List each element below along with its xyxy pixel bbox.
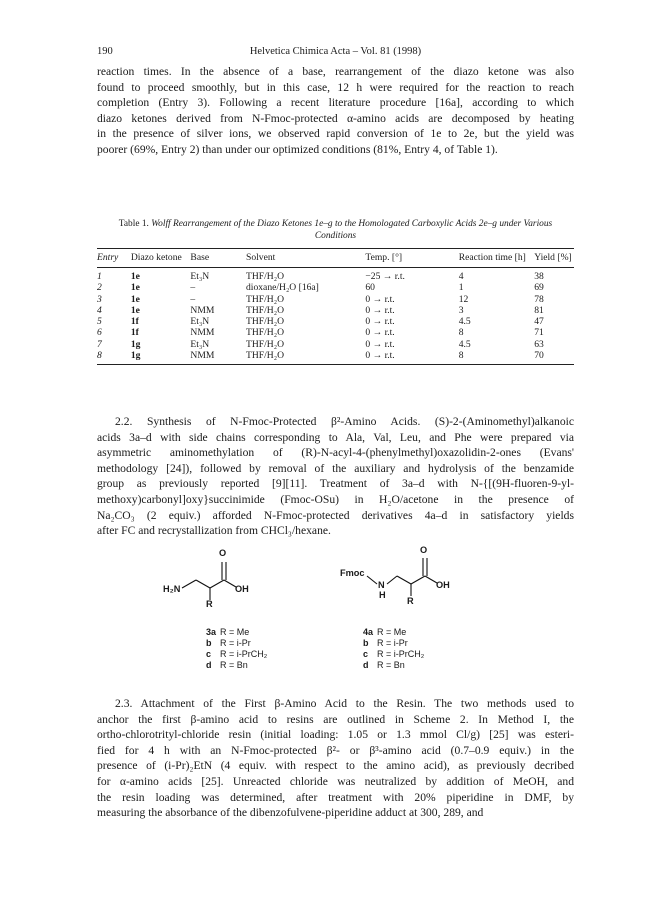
- journal-title: Helvetica Chimica Acta – Vol. 81 (1998): [249, 46, 422, 57]
- cell-entry: 1: [97, 271, 102, 282]
- bond-n-ch2: [182, 580, 196, 588]
- bond-fmoc-n: [367, 576, 377, 584]
- cell-diazo-ketone: 1e: [130, 271, 140, 282]
- cell-yield: 81: [534, 304, 544, 316]
- substituent-text: R = Bn: [377, 660, 405, 670]
- bond-n-ch2: [387, 576, 397, 584]
- cell-entry: 5: [97, 316, 102, 328]
- cell-temp: 0 → r.t.: [365, 338, 395, 350]
- legend-entry: [206, 638, 267, 649]
- cell-entry: 7: [97, 338, 102, 350]
- legend-entry: [363, 649, 424, 660]
- col-header-time: Reaction time [h]: [453, 249, 534, 268]
- cell-yield: 70: [534, 350, 574, 365]
- cell-temp: 0 → r.t.: [365, 293, 395, 305]
- cell-diazo-ketone: 1e: [130, 282, 140, 294]
- col-header-solvent: Solvent: [246, 249, 365, 268]
- cell-solvent: THF/H₂O: [246, 327, 284, 339]
- substituent-text: R = i-Pr: [220, 638, 251, 648]
- caption-label: Table 1.: [118, 219, 149, 229]
- text-line: asymmetric aminomethylation of (R)-N-acyl-4-(phenylmethyl)oxazolidin-2-ones (Evans': [97, 446, 574, 460]
- text-line: 2.2. Synthesis of N-Fmoc-Protected β²-Amino Acids. (S)-2-(Aminomethyl)alkanoic: [115, 415, 574, 428]
- text-line: in the presence of silver ions, we observed rapid conversion of 1e to 2e, but the yield was: [97, 127, 574, 141]
- cell-base: –: [190, 293, 196, 305]
- bond-ch2-ch: [196, 580, 210, 588]
- text-line: group as previously reported [9][11]. Treatment of 3a–d with N-{[(9H-fluoren-9-yl-: [97, 477, 574, 491]
- cell-diazo-ketone: 1g: [127, 350, 191, 365]
- cell-yield: 69: [534, 282, 544, 294]
- cell-temp: 0 → r.t.: [365, 327, 395, 339]
- page-number: 190: [97, 46, 113, 57]
- right-hydroxyl-label: OH: [436, 580, 450, 590]
- cell-base: NMM: [190, 304, 215, 316]
- cell-solvent: THF/H₂O: [246, 293, 284, 305]
- cell-time: 12: [458, 293, 469, 305]
- bond-ch2-ch: [397, 576, 411, 584]
- col-header-entry: Entry: [97, 249, 127, 268]
- cell-temp: 0 → r.t.: [365, 304, 395, 316]
- text-line: ortho-chlorotrityl-chloride resin (initial loading: 1.05 or 1.3 mmol Cl/g) [25] was esteri-: [97, 728, 574, 742]
- cell-base: Et₃N: [190, 271, 210, 282]
- cell-yield: 78: [534, 293, 544, 305]
- legend-right: [363, 627, 424, 671]
- compound-label: 4a: [363, 627, 374, 637]
- text-line: anchor the first β-amino acid to resins are outlined in Scheme 2. In Method I, the: [97, 712, 574, 726]
- col-header-temp: Temp. [°]: [365, 249, 452, 268]
- substituent-text: R = Me: [377, 627, 407, 637]
- legend-entry: [206, 660, 267, 671]
- right-nh-hydrogen-label: H: [379, 590, 386, 600]
- text-line: methodology [24]), followed by removal of the auxiliary and hydrolysis of the benzamide: [97, 461, 574, 475]
- legend-entry: [363, 638, 424, 649]
- text-line: fied for 4 h with an N-Fmoc-protected β²- or β³-amino acid (0.7–0.9 equiv.) in the: [97, 743, 574, 757]
- cell-time: 4: [458, 271, 464, 282]
- cell-diazo-ketone: 1e: [130, 293, 140, 305]
- cell-entry: 8: [97, 350, 127, 365]
- paragraph-attachment: [97, 696, 574, 821]
- right-nitrogen-label: N: [378, 580, 385, 590]
- right-r-label: R: [407, 596, 414, 606]
- substituent-text: R = i-PrCH₂: [220, 649, 268, 659]
- cell-solvent: THF/H₂O: [246, 271, 284, 282]
- compound-label: b: [206, 638, 212, 648]
- col-header-diazo: Diazo ketone: [127, 249, 191, 268]
- text-line: measuring the absorbance of the dibenzofulvene-piperidine adduct at 300, 289, and: [97, 806, 484, 820]
- cell-diazo-ketone: 1f: [130, 316, 139, 328]
- cell-solvent: dioxane/H₂O [16a]: [246, 282, 319, 294]
- right-oxygen-label: O: [420, 545, 428, 555]
- cell-temp: 60: [365, 282, 375, 294]
- left-oxygen-label: O: [219, 548, 227, 558]
- legend-entry: [363, 627, 424, 638]
- left-hydroxyl-label: OH: [235, 584, 249, 594]
- cell-solvent: THF/H₂O: [246, 316, 284, 328]
- compound-label: d: [363, 660, 369, 670]
- cell-time: 8: [458, 327, 464, 339]
- left-r-label: R: [206, 599, 213, 609]
- cell-solvent: THF/H₂O: [246, 350, 365, 365]
- text-line: after FC and recrystallization from CHCl₃/hexane.: [97, 524, 331, 538]
- compound-label: d: [206, 660, 212, 670]
- text-line: 2.3. Attachment of the First β-Amino Acid to the Resin. The two methods used to: [115, 697, 574, 710]
- caption-text-2: Conditions: [314, 231, 357, 241]
- legend-entry: [363, 660, 424, 671]
- legend-left: [206, 627, 267, 671]
- cell-yield: 47: [534, 316, 544, 328]
- cell-diazo-ketone: 1e: [130, 304, 140, 316]
- cell-temp: 0 → r.t.: [365, 350, 452, 365]
- cell-base: NMM: [190, 327, 215, 339]
- compound-label: c: [206, 649, 212, 659]
- col-header-base: Base: [190, 249, 246, 268]
- text-line: acids 3a–d with side chains corresponding to Ala, Val, Leu, and Phe were prepared via: [97, 430, 574, 444]
- bond-ch-co: [210, 580, 224, 588]
- substituent-text: R = i-PrCH₂: [377, 649, 425, 659]
- substituent-text: R = i-Pr: [377, 638, 408, 648]
- cell-time: 1: [458, 282, 464, 294]
- cell-yield: 38: [534, 271, 544, 282]
- text-line: for α-amino acids [25]. Unreacted chloride was neutralized by addition of MeOH, and: [97, 774, 574, 788]
- cell-diazo-ketone: 1f: [130, 327, 139, 339]
- cell-yield: 71: [534, 327, 544, 339]
- text-line: the resin loading was determined, after treatment with 20% piperidine in DMF, by: [97, 790, 574, 804]
- text-line: poorer (69%, Entry 2) than under our optimized conditions (81%, Entry 4, of Table 1).: [97, 142, 498, 156]
- cell-base: Et₃N: [190, 316, 210, 328]
- text-line: methoxy)carbonyl]oxy}succinimide (Fmoc-OSu) in H₂O/acetone in the presence of: [97, 492, 574, 506]
- cell-temp: 0 → r.t.: [365, 316, 395, 328]
- cell-yield: 63: [534, 338, 544, 350]
- cell-solvent: THF/H₂O: [246, 338, 284, 350]
- cell-base: Et₃N: [190, 338, 210, 350]
- text-line: reaction times. In the absence of a base, rearrangement of the diazo ketone was also: [97, 65, 574, 78]
- cell-entry: 4: [97, 304, 102, 316]
- text-line: completion (Entry 3). Following a recent literature procedure [16a], according to which: [97, 96, 574, 110]
- cell-temp: −25 → r.t.: [365, 271, 405, 282]
- cell-time: 4.5: [458, 338, 471, 350]
- compound-label: c: [363, 649, 369, 659]
- cell-entry: 2: [97, 282, 102, 294]
- left-amine-label: H₂N: [163, 584, 181, 594]
- cell-diazo-ketone: 1g: [130, 338, 141, 350]
- cell-time: 4.5: [458, 316, 471, 328]
- substituent-text: R = Bn: [220, 660, 248, 670]
- right-fmoc-label: Fmoc: [340, 568, 365, 578]
- cell-entry: 6: [97, 327, 102, 339]
- text-line: presence of (i-Pr)₂EtN (4 equiv. with respect to the amino acid), as previously decribed: [97, 759, 574, 773]
- cell-time: 8: [453, 350, 534, 365]
- cell-base: NMM: [190, 350, 246, 365]
- cell-time: 3: [458, 304, 464, 316]
- cell-base: –: [190, 282, 196, 294]
- text-line: diazo ketones derived from N-Fmoc-protected α-amino acids are decomposed by heating: [97, 111, 574, 125]
- compound-label: b: [363, 638, 369, 648]
- col-header-yield: Yield [%]: [534, 249, 574, 268]
- substituent-text: R = Me: [220, 627, 250, 637]
- compound-label: 3a: [206, 627, 217, 637]
- cell-entry: 3: [97, 293, 102, 305]
- legend-entry: [206, 627, 267, 638]
- bond-ch-co: [411, 576, 425, 584]
- caption-text-1: Wolff Rearrangement of the Diazo Ketones 1e–g to the Homologated Carboxylic Acids 2e–g under Various: [151, 219, 553, 229]
- legend-entry: [206, 649, 267, 660]
- text-line: Na₂CO₃ (2 equiv.) afforded N-Fmoc-protected derivatives 4a–d in satisfactory yields: [97, 508, 574, 522]
- cell-solvent: THF/H₂O: [246, 304, 284, 316]
- text-line: found to proceed smoothly, but in this case, 12 h were required for the reaction to reach: [97, 80, 574, 94]
